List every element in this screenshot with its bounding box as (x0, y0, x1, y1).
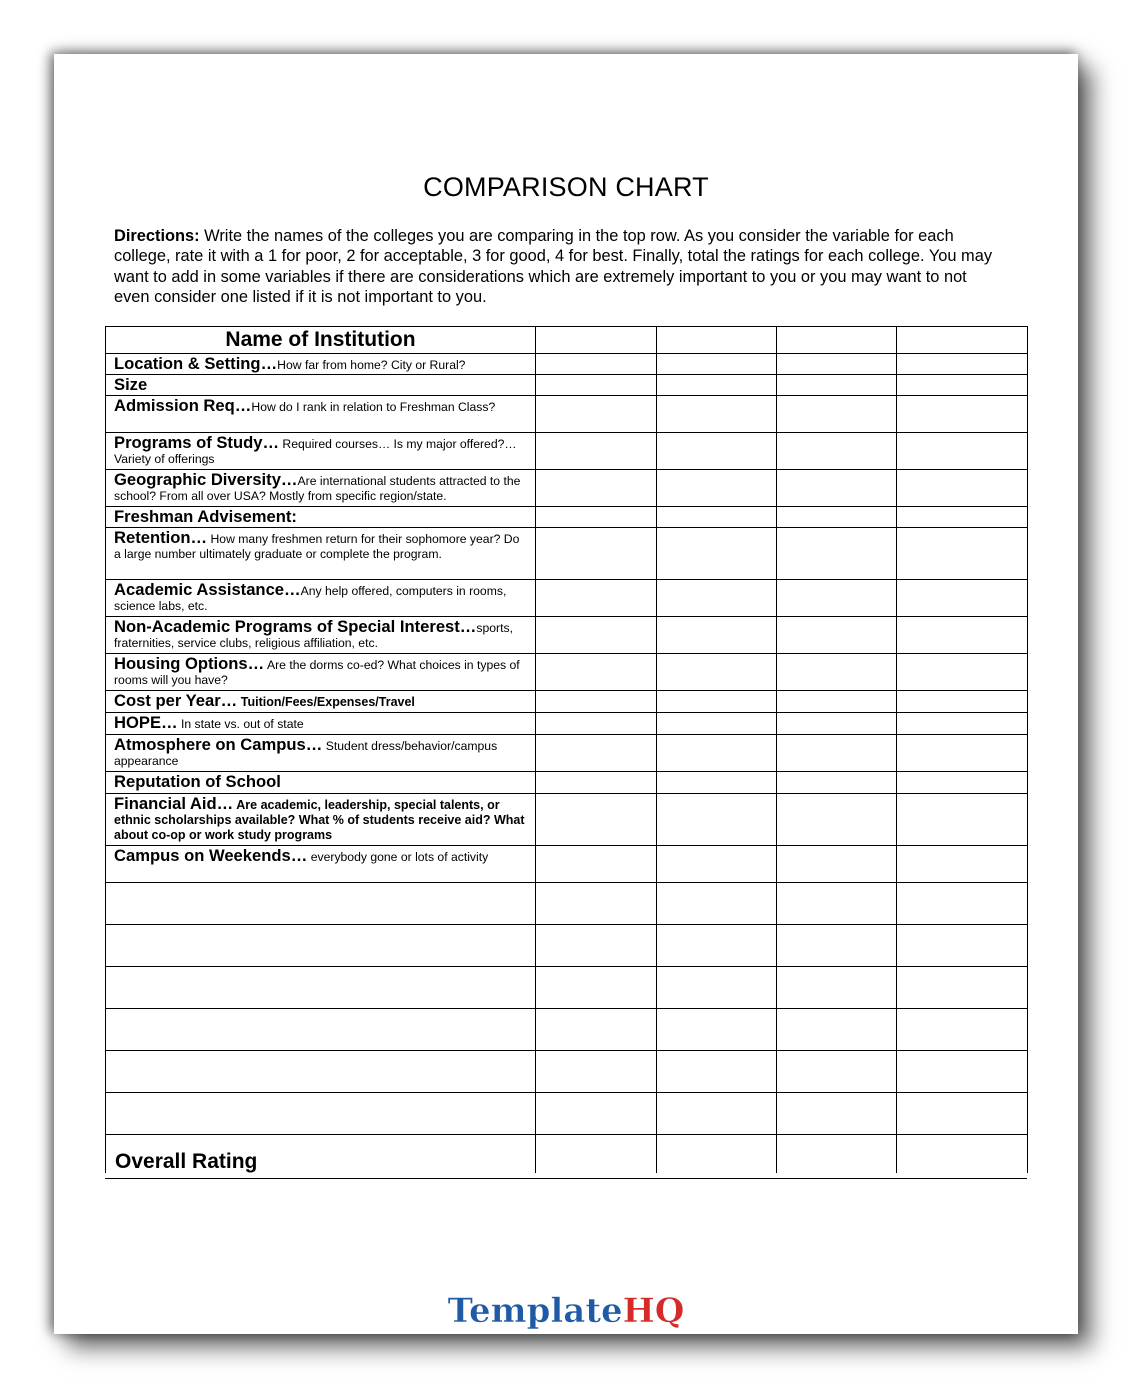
rating-cell[interactable] (777, 883, 897, 925)
variable-label-cell (106, 654, 536, 691)
comparison-table (105, 326, 1028, 1173)
variable-name: Campus on Weekends… (114, 846, 308, 865)
rating-cell[interactable] (536, 617, 657, 654)
rating-cell[interactable] (777, 772, 897, 794)
blank-variable-cell[interactable] (106, 883, 536, 925)
rating-cell[interactable] (657, 883, 777, 925)
variable-description: Are academic, leadership, special talents, or ethnic scholarships available? What % of students receive aid? What about co-op or work study programs (114, 798, 525, 842)
rating-cell[interactable] (657, 507, 777, 528)
blank-variable-row (106, 883, 1028, 925)
variable-label-cell (106, 846, 536, 883)
rating-cell[interactable] (897, 507, 1028, 528)
rating-cell[interactable] (897, 1009, 1028, 1051)
rating-cell[interactable] (657, 396, 777, 433)
variable-description: everybody gone or lots of activity (307, 850, 489, 864)
variable-label-cell (106, 470, 536, 507)
table-row (106, 794, 1028, 846)
variable-label-cell (106, 375, 536, 396)
rating-cell[interactable] (657, 617, 777, 654)
variable-label-cell (106, 691, 536, 713)
rating-cell[interactable] (897, 794, 1028, 846)
blank-variable-row (106, 925, 1028, 967)
svg-text:TemplateHQ: TemplateHQ (447, 1291, 685, 1331)
rating-cell[interactable] (536, 794, 657, 846)
variable-label-cell (106, 794, 536, 846)
rating-cell[interactable] (536, 846, 657, 883)
table-row (106, 433, 1028, 470)
rating-cell[interactable] (657, 772, 777, 794)
variable-label-cell (106, 617, 536, 654)
directions-text: Write the names of the colleges you are comparing in the top row. As you consider the variable for each college, rate it with a 1 for poor, 2 for acceptable, 3 for good, 4 for best. Finally, total the ratings for each college. You may want to add in some variables if there are considerations which are extremely important to you or you may want to not even consider one listed if it is not important to you. (114, 227, 993, 306)
rating-cell[interactable] (536, 396, 657, 433)
rating-cell[interactable] (657, 470, 777, 507)
variable-name: Atmosphere on Campus… (114, 735, 323, 754)
rating-cell[interactable] (777, 433, 897, 470)
variable-label-cell (106, 433, 536, 470)
header-institution-label: Name of Institution (106, 327, 536, 354)
table-row (106, 846, 1028, 883)
rating-cell[interactable] (777, 691, 897, 713)
rating-cell[interactable] (777, 794, 897, 846)
overall-rating-cell[interactable] (536, 1135, 657, 1173)
rating-cell[interactable] (536, 654, 657, 691)
blank-variable-row (106, 1093, 1028, 1135)
overall-rating-cell[interactable] (777, 1135, 897, 1173)
rating-cell[interactable] (777, 528, 897, 580)
variable-label-cell (106, 580, 536, 617)
table-bottom-line (105, 1178, 1027, 1179)
blank-variable-cell[interactable] (106, 1009, 536, 1051)
variable-label-cell (106, 507, 536, 528)
rating-cell[interactable] (897, 846, 1028, 883)
blank-variable-cell[interactable] (106, 967, 536, 1009)
rating-cell[interactable] (657, 925, 777, 967)
variable-description: In state vs. out of state (177, 717, 304, 731)
variable-name: Non-Academic Programs of Special Interest… (114, 617, 477, 636)
college-name-cell[interactable] (657, 327, 777, 354)
rating-cell[interactable] (777, 1009, 897, 1051)
rating-cell[interactable] (897, 772, 1028, 794)
rating-cell[interactable] (657, 735, 777, 772)
variable-label-cell (106, 528, 536, 580)
table-row (106, 654, 1028, 691)
table-row (106, 580, 1028, 617)
templatehq-logo-mark (447, 1284, 685, 1332)
overall-rating-cell[interactable] (897, 1135, 1028, 1173)
variable-description: How do I rank in relation to Freshman Class? (251, 400, 496, 414)
variable-label-cell (106, 396, 536, 433)
rating-cell[interactable] (897, 735, 1028, 772)
rating-cell[interactable] (777, 967, 897, 1009)
rating-cell[interactable] (536, 883, 657, 925)
rating-cell[interactable] (536, 507, 657, 528)
overall-rating-label-cell (106, 1135, 536, 1173)
rating-cell[interactable] (536, 691, 657, 713)
table-row (106, 470, 1028, 507)
rating-cell[interactable] (897, 375, 1028, 396)
rating-cell[interactable] (657, 354, 777, 375)
variable-name: Reputation of School (114, 772, 281, 791)
blank-variable-row (106, 1009, 1028, 1051)
rating-cell[interactable] (536, 1093, 657, 1135)
rating-cell[interactable] (897, 580, 1028, 617)
table-row (106, 735, 1028, 772)
variable-name: Financial Aid… (114, 794, 234, 813)
rating-cell[interactable] (897, 1093, 1028, 1135)
rating-cell[interactable] (897, 967, 1028, 1009)
variable-description: Are the dorms co-ed? What choices in types of rooms will you have? (114, 658, 520, 687)
rating-cell[interactable] (897, 528, 1028, 580)
rating-cell[interactable] (657, 1009, 777, 1051)
rating-cell[interactable] (536, 967, 657, 1009)
variable-name: Retention… (114, 528, 208, 547)
rating-cell[interactable] (897, 654, 1028, 691)
rating-cell[interactable] (657, 1051, 777, 1093)
rating-cell[interactable] (897, 713, 1028, 735)
rating-cell[interactable] (897, 925, 1028, 967)
rating-cell[interactable] (536, 433, 657, 470)
blank-variable-cell[interactable] (106, 1051, 536, 1093)
rating-cell[interactable] (777, 354, 897, 375)
variable-label-cell (106, 713, 536, 735)
variable-description: How many freshmen return for their sophomore year? Do a large number ultimately graduate or complete the program. (114, 532, 520, 561)
rating-cell[interactable] (657, 1093, 777, 1135)
college-name-cell[interactable] (536, 327, 657, 354)
variable-description: Any help offered, computers in rooms, science labs, etc. (114, 584, 507, 613)
blank-variable-cell[interactable] (106, 925, 536, 967)
table-row (106, 528, 1028, 580)
rating-cell[interactable] (897, 1051, 1028, 1093)
page-title: COMPARISON CHART (423, 172, 709, 202)
variable-name: HOPE… (114, 713, 178, 732)
rating-cell[interactable] (536, 470, 657, 507)
variable-name: Academic Assistance… (114, 580, 301, 599)
rating-cell[interactable] (777, 846, 897, 883)
variable-description: Required courses… Is my major offered?…Variety of offerings (114, 437, 517, 466)
rating-cell[interactable] (777, 1093, 897, 1135)
rating-cell[interactable] (777, 617, 897, 654)
college-name-cell[interactable] (777, 327, 897, 354)
document-page (54, 54, 1078, 1334)
rating-cell[interactable] (777, 654, 897, 691)
rating-cell[interactable] (657, 433, 777, 470)
directions-label: Directions: (114, 227, 200, 245)
variable-name: Admission Req… (114, 396, 252, 415)
rating-cell[interactable] (777, 396, 897, 433)
table-row (106, 507, 1028, 528)
rating-cell[interactable] (657, 967, 777, 1009)
variable-label-cell (106, 772, 536, 794)
rating-cell[interactable] (657, 375, 777, 396)
rating-cell[interactable] (897, 396, 1028, 433)
rating-cell[interactable] (536, 772, 657, 794)
variable-name: Location & Setting… (114, 354, 278, 373)
variable-name: Geographic Diversity… (114, 470, 298, 489)
table-row (106, 713, 1028, 735)
rating-cell[interactable] (657, 654, 777, 691)
variable-name: Cost per Year… (114, 691, 238, 710)
table-row (106, 617, 1028, 654)
rating-cell[interactable] (536, 580, 657, 617)
variable-name: Programs of Study… (114, 433, 280, 452)
rating-cell[interactable] (657, 713, 777, 735)
rating-cell[interactable] (897, 433, 1028, 470)
variable-description: Student dress/behavior/campus appearance (114, 739, 498, 768)
blank-variable-cell[interactable] (106, 1093, 536, 1135)
rating-cell[interactable] (536, 1051, 657, 1093)
college-name-cell[interactable] (897, 327, 1028, 354)
rating-cell[interactable] (536, 713, 657, 735)
blank-variable-row (106, 967, 1028, 1009)
rating-cell[interactable] (897, 883, 1028, 925)
rating-cell[interactable] (536, 354, 657, 375)
table-row (106, 354, 1028, 375)
rating-cell[interactable] (536, 1009, 657, 1051)
rating-cell[interactable] (536, 375, 657, 396)
variable-description: Are international students attracted to the school? From all over USA? Mostly from specific region/state. (114, 474, 521, 503)
rating-cell[interactable] (897, 617, 1028, 654)
overall-rating-cell[interactable] (657, 1135, 777, 1173)
variable-label-cell (106, 354, 536, 375)
rating-cell[interactable] (657, 846, 777, 883)
rating-cell[interactable] (777, 507, 897, 528)
directions-paragraph (114, 226, 1004, 307)
rating-cell[interactable] (657, 580, 777, 617)
rating-cell[interactable] (657, 528, 777, 580)
rating-cell[interactable] (777, 1051, 897, 1093)
table-row (106, 396, 1028, 433)
rating-cell[interactable] (897, 691, 1028, 713)
variable-name: Size (114, 375, 148, 394)
rating-cell[interactable] (897, 354, 1028, 375)
rating-cell[interactable] (777, 735, 897, 772)
table-header-row (106, 327, 1028, 354)
overall-rating-label: Overall Rating (115, 1149, 258, 1173)
rating-cell[interactable] (777, 713, 897, 735)
table-row (106, 772, 1028, 794)
templatehq-logo (54, 1284, 1078, 1337)
rating-cell[interactable] (777, 580, 897, 617)
table-row (106, 691, 1028, 713)
variable-label-cell (106, 735, 536, 772)
variable-description: How far from home? City or Rural? (277, 358, 466, 372)
variable-name: Housing Options… (114, 654, 265, 673)
variable-description: Tuition/Fees/Expenses/Travel (237, 695, 415, 709)
rating-cell[interactable] (897, 470, 1028, 507)
rating-cell[interactable] (657, 794, 777, 846)
overall-rating-row (106, 1135, 1028, 1173)
table-row (106, 375, 1028, 396)
rating-cell[interactable] (777, 470, 897, 507)
rating-cell[interactable] (657, 691, 777, 713)
rating-cell[interactable] (536, 528, 657, 580)
rating-cell[interactable] (777, 925, 897, 967)
rating-cell[interactable] (536, 735, 657, 772)
blank-variable-row (106, 1051, 1028, 1093)
rating-cell[interactable] (777, 375, 897, 396)
variable-description: sports, fraternities, service clubs, religious affiliation, etc. (114, 621, 513, 650)
rating-cell[interactable] (536, 925, 657, 967)
variable-name: Freshman Advisement: (114, 507, 297, 526)
